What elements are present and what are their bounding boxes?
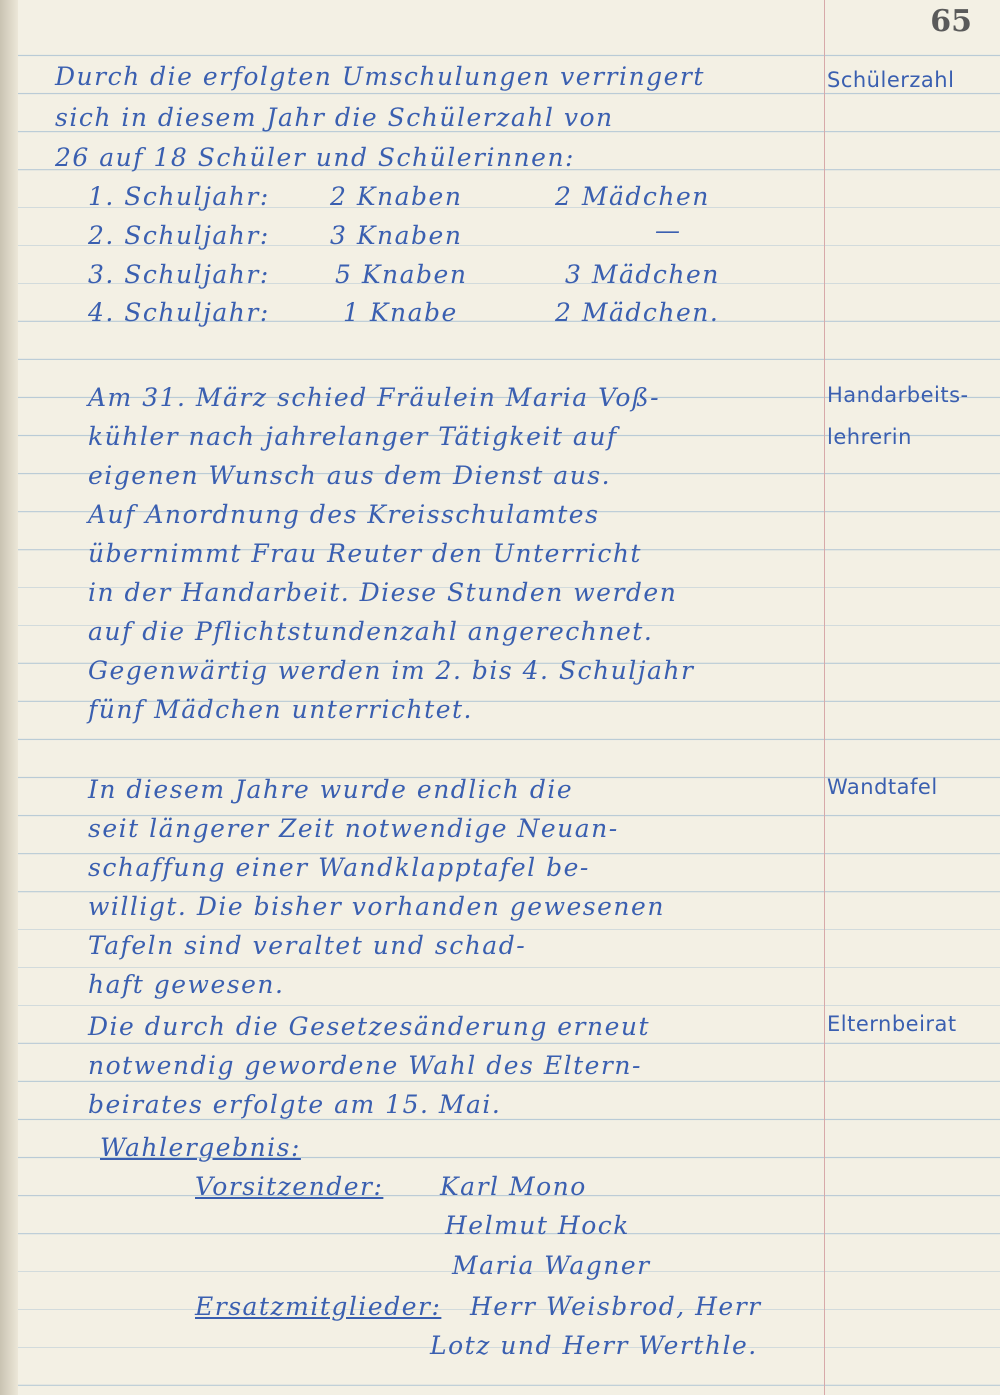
section1-line: Durch die erfolgten Umschulungen verringert (55, 62, 705, 91)
section4-line: beirates erfolgte am 15. Mai. (88, 1090, 502, 1119)
table-boys: 3 Knaben (330, 221, 463, 250)
section3-line: In diesem Jahre wurde endlich die (88, 775, 574, 804)
table-girls: 3 Mädchen (565, 260, 720, 289)
section1-line: 26 auf 18 Schüler und Schülerinnen: (55, 143, 575, 172)
table-boys: 5 Knaben (335, 260, 468, 289)
chair-label: Vorsitzender: (195, 1172, 384, 1201)
margin-note-handarbeits: Handarbeits- (827, 383, 969, 407)
margin-note-elternbeirat: Elternbeirat (827, 1012, 957, 1036)
section4-line: notwendig gewordene Wahl des Eltern- (88, 1051, 642, 1080)
substitutes-label: Ersatzmitglieder: (195, 1292, 442, 1321)
substitutes-line: Lotz und Herr Werthle. (430, 1331, 758, 1360)
section2-line: Auf Anordnung des Kreisschulamtes (88, 500, 600, 529)
member-name: Karl Mono (440, 1172, 587, 1201)
page-spine (0, 0, 18, 1395)
section4-line: Die durch die Gesetzesänderung erneut (88, 1012, 651, 1041)
section2-line: kühler nach jahrelanger Tätigkeit auf (88, 422, 618, 451)
section2-line: eigenen Wunsch aus dem Dienst aus. (88, 461, 612, 490)
table-year: 4. Schuljahr: (88, 298, 270, 327)
margin-note-wandtafel: Wandtafel (827, 775, 938, 799)
table-year: 3. Schuljahr: (88, 260, 270, 289)
table-year: 2. Schuljahr: (88, 221, 270, 250)
table-year: 1. Schuljahr: (88, 182, 270, 211)
page-number: 65 (930, 4, 972, 39)
section2-line: fünf Mädchen unterrichtet. (88, 695, 473, 724)
section1-line: sich in diesem Jahr die Schülerzahl von (55, 103, 614, 132)
margin-rule (824, 0, 825, 1395)
table-boys: 2 Knaben (330, 182, 463, 211)
table-girls: 2 Mädchen. (555, 298, 720, 327)
election-result-heading: Wahlergebnis: (100, 1133, 301, 1162)
member-name: Maria Wagner (452, 1251, 651, 1280)
section3-line: willigt. Die bisher vorhanden gewesenen (88, 892, 665, 921)
section3-line: Tafeln sind veraltet und schad- (88, 931, 527, 960)
section2-line: in der Handarbeit. Diese Stunden werden (88, 578, 678, 607)
substitutes-line: Herr Weisbrod, Herr (470, 1292, 762, 1321)
member-name: Helmut Hock (445, 1211, 630, 1240)
section3-line: haft gewesen. (88, 970, 285, 999)
table-girls: 2 Mädchen (555, 182, 710, 211)
section2-line: auf die Pflichtstundenzahl angerechnet. (88, 617, 654, 646)
section3-line: seit längerer Zeit notwendige Neuan- (88, 814, 619, 843)
section2-line: übernimmt Frau Reuter den Unterricht (88, 539, 642, 568)
section3-line: schaffung einer Wandklapptafel be- (88, 853, 590, 882)
section2-line: Am 31. März schied Fräulein Maria Voß- (88, 383, 661, 412)
table-girls: — (655, 216, 682, 245)
margin-note-schuelerzahl: Schülerzahl (827, 68, 955, 92)
table-boys: 1 Knabe (343, 298, 458, 327)
margin-note-lehrerin: lehrerin (827, 425, 912, 449)
section2-line: Gegenwärtig werden im 2. bis 4. Schuljahr (88, 656, 695, 685)
